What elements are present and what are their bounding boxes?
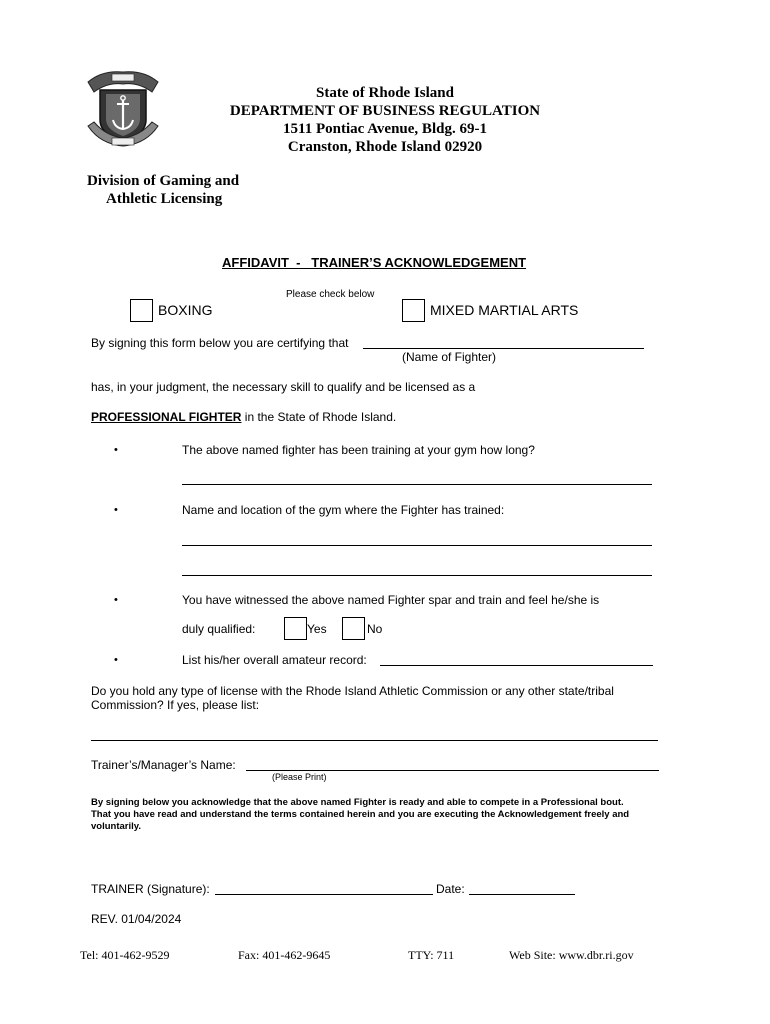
certify-text: By signing this form below you are certifying that [91,336,349,350]
license-list-field[interactable] [91,740,658,741]
header-address: 1511 Pontiac Avenue, Bldg. 69-1 [283,121,487,137]
license-question-line2: Commission? If yes, please list: [91,698,260,712]
check-prompt: Please check below [286,289,375,300]
header-city: Cranston, Rhode Island 02920 [287,139,483,155]
mma-label: MIXED MARTIAL ARTS [430,302,579,318]
fighter-name-field[interactable] [363,348,644,349]
date-label: Date: [436,882,465,896]
professional-fighter-label: PROFESSIONAL FIGHTER [91,410,242,424]
signature-field[interactable] [215,894,433,895]
gym-location-field-1[interactable] [182,545,652,546]
footer-tel: Tel: 401-462-9529 [80,948,170,962]
form-title: AFFIDAVIT - TRAINER’S ACKNOWLEDGEMENT [222,255,527,270]
header-department: DEPARTMENT OF BUSINESS REGULATION [229,103,541,119]
qualified-no-checkbox[interactable] [342,617,365,640]
date-field[interactable] [469,894,575,895]
bullet-4: • [114,654,118,666]
boxing-checkbox[interactable] [130,299,153,322]
question-gym-location: Name and location of the gym where the Fighter has trained: [182,503,505,517]
footer-website: Web Site: www.dbr.ri.gov [509,948,634,962]
revision-text: REV. 01/04/2024 [91,912,182,926]
professional-fighter-line [91,410,396,424]
anchor-seal-icon [82,68,164,148]
state-seal [82,68,164,148]
amateur-record-field[interactable] [380,665,653,666]
question-training-duration: The above named fighter has been training at your gym how long? [182,443,535,457]
division-line2: Athletic Licensing [106,191,223,207]
bullet-3: • [114,594,118,606]
qualified-yes-label: Yes [307,622,327,636]
trainer-name-label: Trainer’s/Manager’s Name: [91,758,236,772]
training-duration-field[interactable] [182,484,652,485]
in-state-text: in the State of Rhode Island. [241,410,397,424]
fighter-name-caption: (Name of Fighter) [402,350,497,364]
bullet-1: • [114,444,118,456]
footer-tty: TTY: 711 [408,948,455,962]
duly-qualified-label: duly qualified: [182,622,256,636]
mma-checkbox[interactable] [402,299,425,322]
footer-fax: Fax: 401-462-9645 [238,948,331,962]
acknowledgement-line2: That you have read and understand the terms contained herein and you are executing the Acknowledgement freely and [91,809,630,820]
qualified-no-label: No [367,622,383,636]
question-qualified: You have witnessed the above named Fighter spar and train and feel he/she is [182,593,600,607]
boxing-label: BOXING [158,302,213,318]
acknowledgement-line3: voluntarily. [91,821,141,832]
acknowledgement-line1: By signing below you acknowledge that the above named Fighter is ready and able to compete in a Professional bout. [91,797,624,808]
signature-label: TRAINER (Signature): [91,882,210,896]
header-state: State of Rhode Island [316,85,454,101]
bullet-2: • [114,504,118,516]
question-amateur-record: List his/her overall amateur record: [182,653,367,667]
please-print-caption: (Please Print) [272,772,327,782]
trainer-name-field[interactable] [246,770,659,771]
license-question-line1: Do you hold any type of license with the Rhode Island Athletic Commission or any other state/tribal [91,684,614,698]
qualified-yes-checkbox[interactable] [284,617,307,640]
division-line1: Division of Gaming and [87,173,240,189]
gym-location-field-2[interactable] [182,575,652,576]
judgment-text: has, in your judgment, the necessary skill to qualify and be licensed as a [91,380,476,394]
